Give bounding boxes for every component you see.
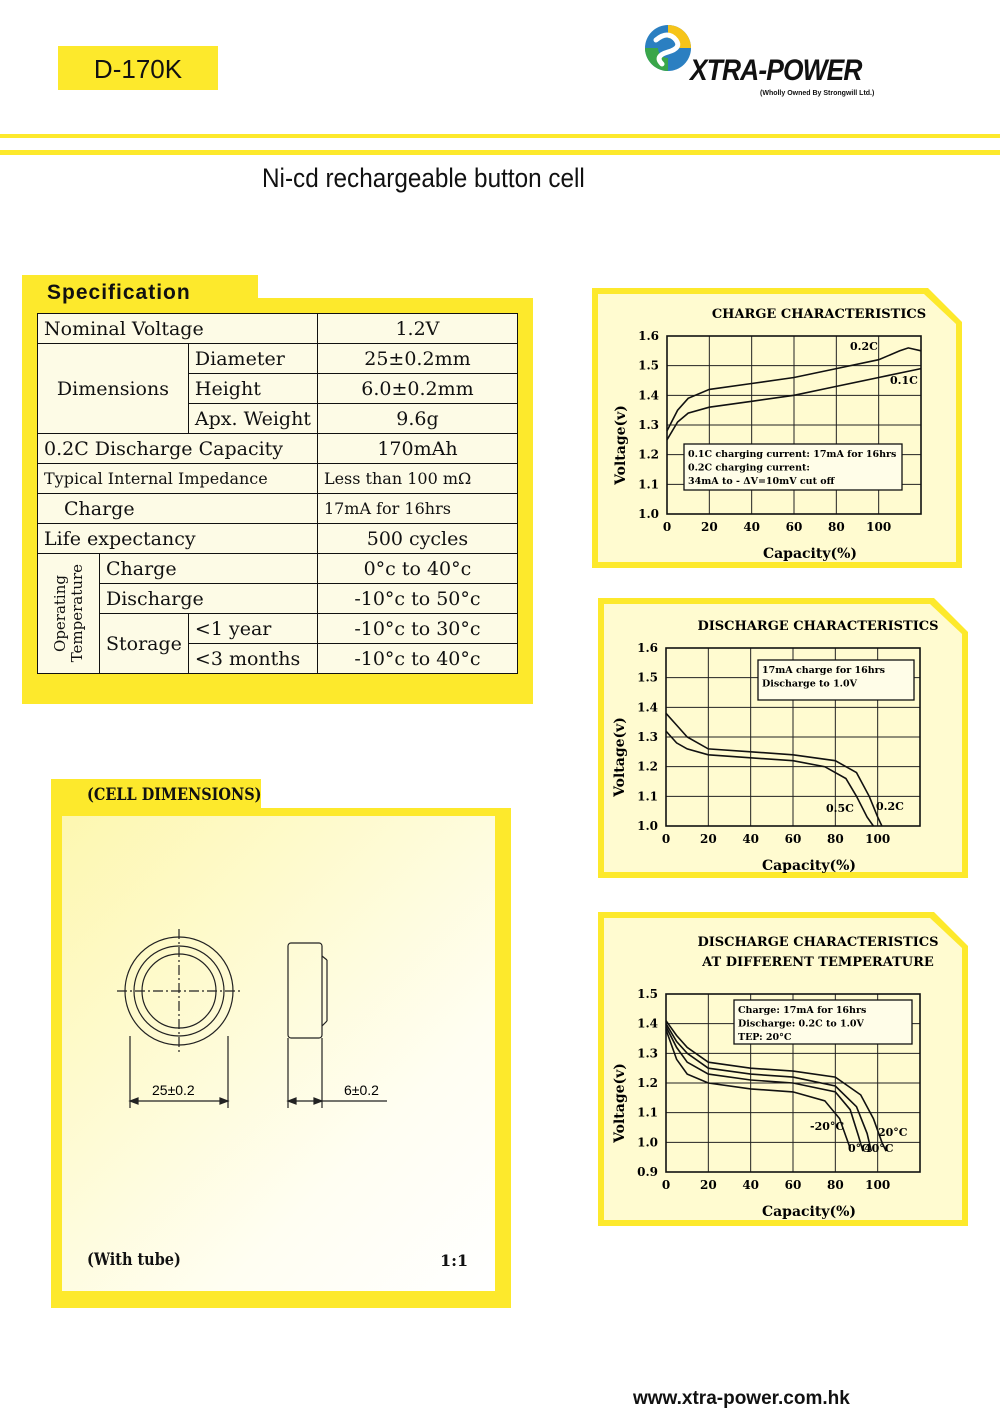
x-tick-label: 40 <box>742 1178 760 1192</box>
table-row <box>38 524 518 554</box>
annotation-text: 17mA charge for 16hrs <box>762 665 886 676</box>
y-tick-label: 1.6 <box>637 641 658 655</box>
y-tick-label: 0.9 <box>637 1165 658 1179</box>
brand-name: XTRA-POWER <box>690 54 862 87</box>
table-row <box>38 554 518 584</box>
spec-label: Typical Internal Impedance <box>38 464 318 494</box>
annotation-text: TEP: 20°C <box>738 1032 792 1043</box>
x-tick-label: 0 <box>662 520 672 534</box>
cell-note: (With tube) <box>87 1250 181 1270</box>
x-tick-label: 60 <box>784 1178 802 1192</box>
spec-label: Nominal Voltage <box>38 314 318 344</box>
x-tick-label: 80 <box>827 520 845 534</box>
y-axis-label: Voltage(v) <box>612 717 628 797</box>
y-tick-label: 1.1 <box>638 477 659 492</box>
model-badge: D-170K <box>58 46 218 90</box>
x-tick-label: 20 <box>699 832 717 846</box>
y-tick-label: 1.1 <box>637 1105 658 1120</box>
spec-label: Charge <box>100 554 318 584</box>
chart-title: DISCHARGE CHARACTERISTICS <box>697 935 939 950</box>
spec-value: 500 cycles <box>317 524 517 554</box>
series-label: 0.1C <box>890 374 918 387</box>
spec-value: 6.0±0.2mm <box>317 374 517 404</box>
x-tick-label: 100 <box>865 832 891 846</box>
annotation-text: Discharge: 0.2C to 1.0V <box>738 1018 864 1030</box>
y-axis-label: Voltage(v) <box>613 405 629 485</box>
diameter-dimension-label: 25±0.2 <box>152 1082 195 1098</box>
spec-value: -10°c to 50°c <box>317 584 517 614</box>
spec-value: 0°c to 40°c <box>317 554 517 584</box>
y-tick-label: 1.0 <box>637 819 658 833</box>
spec-value: 170mAh <box>317 434 517 464</box>
y-tick-label: 1.0 <box>637 1135 658 1150</box>
spec-value: -10°c to 30°c <box>317 614 517 644</box>
y-tick-label: 1.2 <box>638 447 659 462</box>
temperature-discharge-chart <box>598 912 978 1236</box>
chart-title: DISCHARGE CHARACTERISTICS <box>697 619 939 634</box>
cell-drawing <box>62 816 495 1291</box>
header-divider-bottom <box>0 150 1000 155</box>
x-tick-label: 80 <box>826 1178 844 1192</box>
operating-label-line1: Operating <box>50 575 69 652</box>
y-tick-label: 1.0 <box>638 507 659 521</box>
height-dimension-label: 6±0.2 <box>344 1082 379 1098</box>
x-tick-label: 60 <box>784 832 802 846</box>
table-row <box>38 314 518 344</box>
charge-chart <box>592 288 972 578</box>
table-row <box>38 464 518 494</box>
operating-label-line2: Temperature <box>67 564 86 663</box>
x-tick-label: 0 <box>661 1178 671 1192</box>
x-axis-label: Capacity(%) <box>761 1204 857 1220</box>
series-label: 20°C <box>878 1126 908 1139</box>
annotation-text: Discharge to 1.0V <box>762 678 857 690</box>
spec-label: 0.2C Discharge Capacity <box>38 434 318 464</box>
y-tick-label: 1.5 <box>637 670 658 685</box>
operating-temperature-label <box>38 554 100 674</box>
table-row <box>38 584 518 614</box>
spec-value: 25±0.2mm <box>317 344 517 374</box>
spec-value: Less than 100 mΩ <box>317 464 517 494</box>
y-tick-label: 1.5 <box>638 358 659 373</box>
y-tick-label: 1.4 <box>637 1016 658 1031</box>
table-row <box>38 494 518 524</box>
table-row <box>38 344 518 374</box>
spec-value: -10°c to 40°c <box>317 644 517 674</box>
x-tick-label: 0 <box>661 832 671 846</box>
spec-label: Storage <box>100 614 189 674</box>
x-tick-label: 20 <box>700 520 718 534</box>
x-tick-label: 80 <box>826 832 844 846</box>
spec-table <box>37 313 518 674</box>
y-tick-label: 1.5 <box>637 987 658 1001</box>
y-tick-label: 1.2 <box>637 759 658 774</box>
spec-label: Life expectancy <box>38 524 318 554</box>
y-tick-label: 1.4 <box>638 388 659 403</box>
annotation-text: Charge: 17mA for 16hrs <box>738 1005 867 1016</box>
discharge-chart <box>598 598 978 888</box>
y-tick-label: 1.6 <box>638 329 659 343</box>
y-tick-label: 1.2 <box>637 1076 658 1090</box>
x-tick-label: 60 <box>785 520 803 534</box>
y-tick-label: 1.3 <box>637 1046 658 1061</box>
spec-label: Charge <box>38 494 318 524</box>
x-axis-label: Capacity(%) <box>762 546 858 562</box>
series-label: 0°C <box>848 1142 870 1155</box>
annotation-text: 0.1C charging current: 17mA for 16hrs <box>688 449 897 460</box>
spec-label: <3 months <box>188 644 317 674</box>
spec-value: 1.2V <box>317 314 517 344</box>
table-row <box>38 614 518 644</box>
x-tick-label: 100 <box>865 1178 891 1192</box>
series-label: 0.2C <box>850 340 878 353</box>
spec-label: Apx. Weight <box>188 404 317 434</box>
x-tick-label: 40 <box>743 520 761 534</box>
spec-label: Discharge <box>100 584 318 614</box>
spec-label: <1 year <box>188 614 317 644</box>
series-label: -20°C <box>810 1120 845 1133</box>
cell-dimensions-title: (CELL DIMENSIONS) <box>87 785 262 805</box>
annotation-text: 0.2C charging current: <box>688 462 810 474</box>
spec-label: Diameter <box>188 344 317 374</box>
brand-logo-icon <box>642 22 694 74</box>
x-tick-label: 40 <box>742 832 760 846</box>
cell-scale: 1:1 <box>440 1251 469 1270</box>
chart-subtitle: AT DIFFERENT TEMPERATURE <box>702 955 934 970</box>
series-label: 0.5C <box>826 802 854 815</box>
series-label: 40°C <box>864 1142 894 1155</box>
x-axis-label: Capacity(%) <box>761 858 857 874</box>
product-title: Ni-cd rechargeable button cell <box>262 163 585 193</box>
annotation-text: 34mA to - ΔV=10mV cut off <box>688 476 835 487</box>
y-tick-label: 1.3 <box>637 730 658 744</box>
y-tick-label: 1.4 <box>637 700 658 715</box>
y-tick-label: 1.3 <box>638 418 659 432</box>
spec-value: 17mA for 16hrs <box>317 494 517 524</box>
series-label: 0.2C <box>876 800 904 813</box>
table-row <box>38 434 518 464</box>
spec-group-label: Dimensions <box>38 344 189 434</box>
y-tick-label: 1.1 <box>637 789 658 804</box>
spec-value: 9.6g <box>317 404 517 434</box>
spec-label: Height <box>188 374 317 404</box>
x-tick-label: 100 <box>866 520 892 534</box>
header-divider-top <box>0 134 1000 138</box>
x-tick-label: 20 <box>699 1178 717 1192</box>
y-axis-label: Voltage(v) <box>612 1063 628 1143</box>
chart-title: CHARGE CHARACTERISTICS <box>711 307 927 322</box>
spec-title: Specification <box>47 281 191 304</box>
brand-subtitle: (Wholly Owned By Strongwill Ltd.) <box>760 90 875 97</box>
footer-url: www.xtra-power.com.hk <box>633 1388 850 1409</box>
